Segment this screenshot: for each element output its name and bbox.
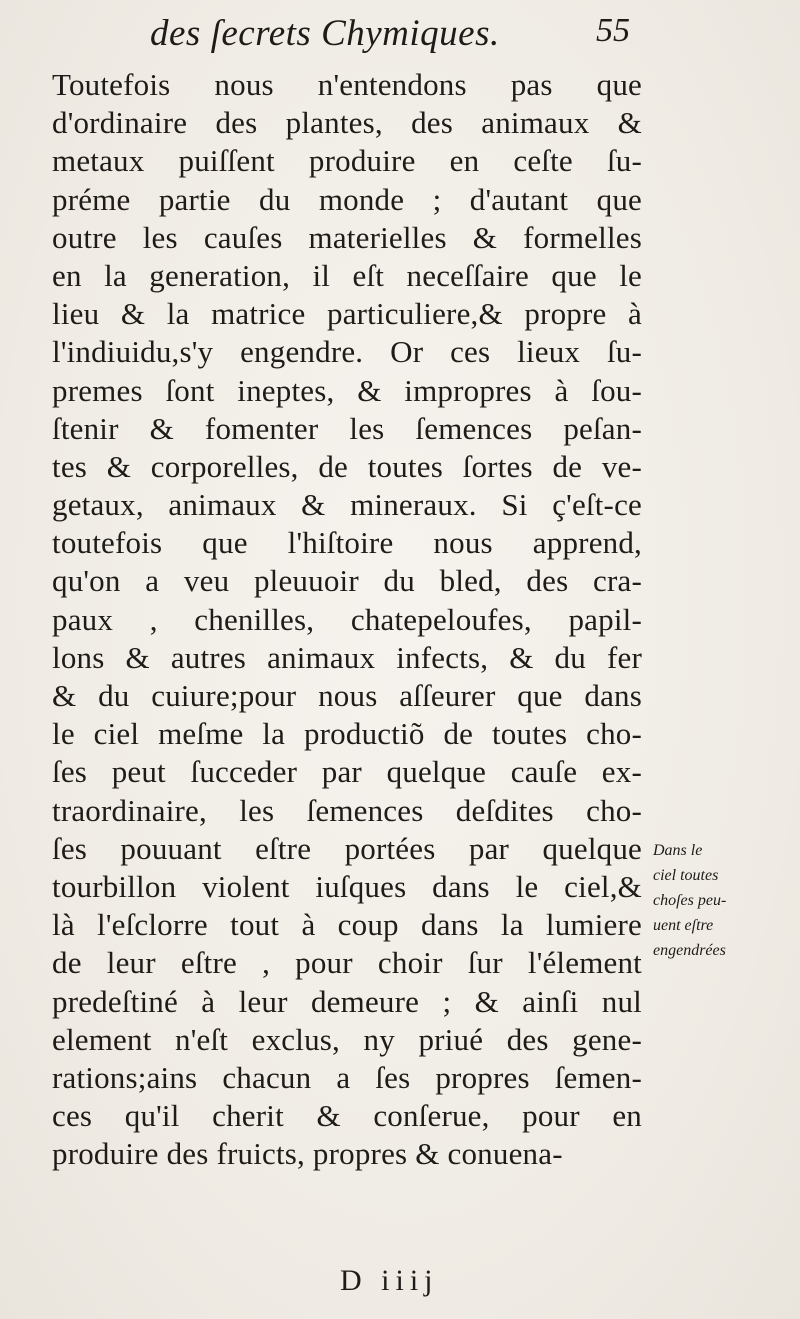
text-line: ces qu'il cherit & conſerue, pour en — [52, 1098, 642, 1134]
running-head: des ſecrets Chymiques. — [150, 13, 500, 54]
margin-note-line: uent eſtre — [653, 917, 714, 934]
text-line: toutefois que l'hiſtoire nous apprend, — [52, 525, 642, 561]
page-header — [150, 10, 630, 60]
text-line: & du cuiure;pour nous aſſeurer que dans — [52, 678, 642, 713]
text-line: le ciel meſme la productiõ de toutes cho- — [52, 716, 642, 752]
text-line: produire des fruicts, propres & conuena- — [52, 1136, 563, 1172]
text-line: traordinaire, les ſemences deſdites cho- — [52, 792, 642, 828]
signature-mark: D iiij — [340, 1264, 439, 1297]
margin-note — [653, 838, 763, 963]
margin-note-line: choſes peu- — [653, 892, 727, 909]
text-line: qu'on a veu pleuuoir du bled, des cra- — [52, 563, 642, 599]
text-line: rations;ains chacun a ſes propres ſemen- — [52, 1059, 642, 1095]
margin-note-line: engendrées — [653, 942, 726, 959]
text-line: getaux, animaux & mineraux. Si ç'eſt-ce — [52, 487, 642, 523]
text-line: outre les cauſes materielles & formelles — [52, 219, 642, 255]
body-text — [52, 66, 642, 1173]
text-line: de leur eſtre , pour choir ſur l'élement — [52, 945, 642, 981]
margin-note-line: Dans le — [653, 842, 703, 859]
text-line: en la generation, il eſt neceſſaire que le — [52, 257, 642, 293]
text-line: element n'eſt exclus, ny priué des gene- — [52, 1021, 642, 1057]
text-line: là l'eſclorre tout à coup dans la lumiere — [52, 907, 642, 943]
text-line: ſes pouuant eſtre portées par quelque — [52, 830, 642, 866]
text-line: préme partie du monde ; d'autant que — [52, 181, 642, 217]
text-line: tourbillon violent iuſques dans le ciel,& — [52, 868, 642, 904]
text-line: d'ordinaire des plantes, des animaux & — [52, 105, 642, 141]
text-line: lons & autres animaux infects, & du fer — [52, 639, 642, 675]
text-line: premes ſont ineptes, & impropres à ſou- — [52, 372, 642, 408]
text-line: lieu & la matrice particuliere,& propre à — [52, 296, 642, 332]
text-line: ſes peut ſucceder par quelque cauſe ex- — [52, 754, 642, 790]
text-line: Toutefois nous n'entendons pas que — [52, 67, 642, 102]
page-number: 55 — [596, 12, 630, 49]
text-line: l'indiuidu,s'y engendre. Or ces lieux ſu- — [52, 334, 642, 370]
text-line: metaux puiſſent produire en ceſte ſu- — [52, 143, 642, 179]
text-line: ſtenir & fomenter les ſemences peſan- — [52, 410, 642, 446]
text-line: paux , chenilles, chatepeloufes, papil- — [52, 601, 642, 637]
margin-note-line: ciel toutes — [653, 867, 719, 884]
text-line: tes & corporelles, de toutes ſortes de ve- — [52, 448, 642, 484]
text-line: predeſtiné à leur demeure ; & ainſi nul — [52, 983, 642, 1019]
